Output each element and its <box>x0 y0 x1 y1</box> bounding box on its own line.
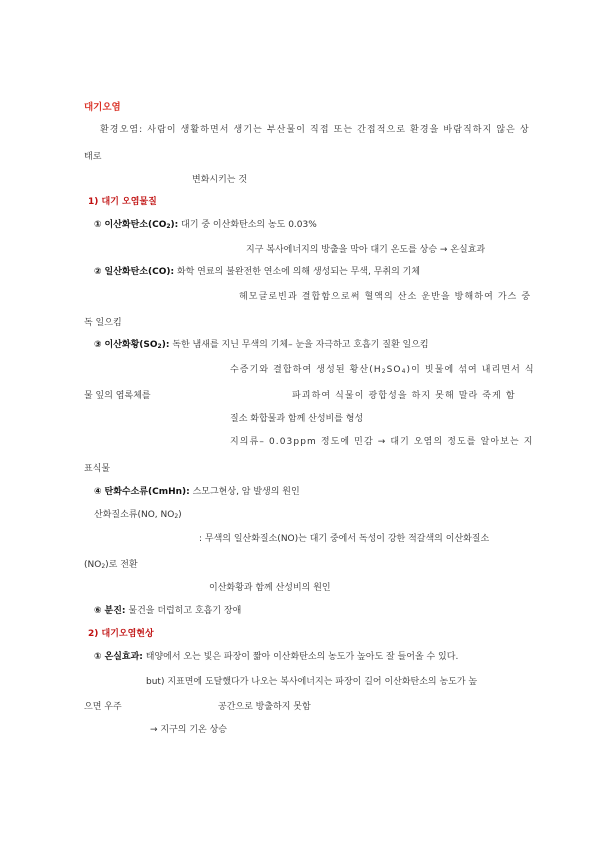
item-nox-name: 산화질소류(NO, $NO_2$) <box>94 510 182 520</box>
section-1-heading: 1) 대기 오염물질 <box>88 197 157 207</box>
item-greenhouse-desc-1: 태양에서 오는 빛은 파장이 짧아 이산화탄소의 농도가 높아도 잘 들어올 수 있다. <box>145 652 459 662</box>
item-greenhouse-desc-3b: 공간으로 방출하지 못함 <box>218 702 311 712</box>
item-co2-name: 이산화탄소$(CO_2)$: <box>104 220 179 230</box>
item-co2-desc-2: 지구 복사에너지의 방출을 막아 대기 온도를 상승 → 온실효과 <box>246 245 486 255</box>
item-so2-desc-3a: 물 잎의 엽록체를 <box>84 391 151 401</box>
item-so2-desc-5: 지의류– 0.03ppm 정도에 민감 → 대기 오염의 정도를 알아보는 지 <box>230 437 534 447</box>
definition-line-1: 환경오염: 사람이 생활하면서 생기는 부산물이 직접 또는 간접적으로 환경을 바람직하지 않은 상 <box>100 125 530 135</box>
item-co2-number: ① <box>94 220 102 230</box>
item-so2-desc-6: 표식물 <box>84 464 111 474</box>
item-so2-desc-1: 독한 냄새를 지닌 무색의 기체– 눈을 자극하고 호흡기 질환 일으킴 <box>172 340 429 350</box>
page-title: 대기오염 <box>84 102 121 113</box>
section-2-heading: 2) 대기오염현상 <box>88 629 154 639</box>
item-greenhouse-desc-4: → 지구의 기온 상승 <box>150 725 227 735</box>
item-nox-desc-3: 이산화황과 함께 산성비의 원인 <box>209 583 331 593</box>
item-nox-desc-2: $(NO_2)$로 전환 <box>84 560 138 570</box>
item-nox-desc-1: : 무색의 일산화질소(NO)는 대기 중에서 독성이 강한 적갈색의 이산화질소 <box>199 534 490 544</box>
item-hc-desc-1: 스모그현상, 암 발생의 원인 <box>192 487 300 497</box>
item-co-name: 일산화탄소(CO): <box>104 267 175 277</box>
item-so2-desc-3b: 파괴하여 식물이 광합성을 하지 못해 말라 죽게 함 <box>292 391 516 401</box>
item-hc <box>94 486 543 498</box>
definition-line-3: 변화시키는 것 <box>192 175 248 185</box>
definition-line-2: 태로 <box>84 152 102 162</box>
item-co-desc-2: 헤모글로빈과 결합함으로써 혈액의 산소 운반을 방해하여 가스 중 <box>239 292 532 302</box>
item-co <box>94 266 543 278</box>
item-co-desc-1: 화학 연료의 불완전한 연소에 의해 생성되는 무색, 무취의 기체 <box>176 267 421 277</box>
item-so2-desc-2: 수증기와 결합하여 생성된 황산$(H_2SO_4)$이 빗물에 섞여 내리면서 식 <box>230 365 535 375</box>
item-dust-name: 분진: <box>104 606 126 616</box>
item-co-number: ② <box>94 267 102 277</box>
item-greenhouse-number: ① <box>94 652 102 662</box>
item-so2 <box>94 339 543 351</box>
item-greenhouse-desc-2: but) 지표면에 도달했다가 나오는 복사에너지는 파장이 길어 이산화탄소의 농도가 높 <box>146 677 478 687</box>
item-co2-desc-1: 대기 중 이산화탄소의 농도 0.03% <box>181 220 317 230</box>
item-greenhouse-name: 온실효과: <box>104 652 143 662</box>
item-dust <box>94 605 543 617</box>
item-dust-number: ⑥ <box>94 606 102 616</box>
item-so2-name: 이산화황$(SO_2)$: <box>104 340 170 350</box>
item-so2-desc-4: 질소 화합물과 함께 산성비를 형성 <box>230 414 364 424</box>
item-so2-number: ③ <box>94 340 102 350</box>
item-hc-name: 탄화수소류(CmHn): <box>104 487 190 497</box>
item-hc-number: ④ <box>94 487 102 497</box>
item-dust-desc-1: 물건을 더럽히고 호흡기 장애 <box>128 606 242 616</box>
item-co2 <box>94 219 543 231</box>
item-co-desc-3: 독 일으킴 <box>84 318 122 328</box>
item-greenhouse <box>94 651 543 663</box>
item-greenhouse-desc-3a: 으면 우주 <box>84 702 122 712</box>
